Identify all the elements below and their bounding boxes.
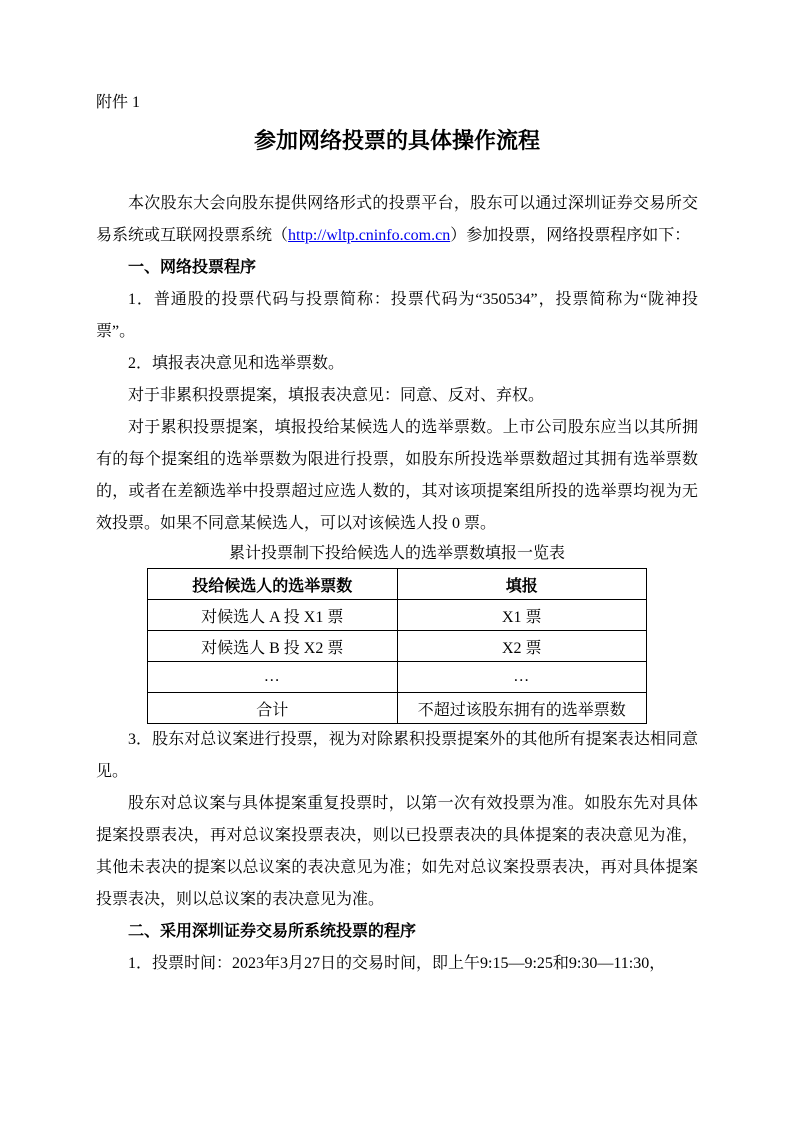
table-caption: 累计投票制下投给候选人的选举票数填报一览表 — [228, 545, 565, 562]
para-vote-code: 1．普通股的投票代码与投票简称：投票代码为“350534”，投票简称为“陇神投票”。 — [96, 291, 698, 340]
section2-heading: 二、采用深圳证券交易所系统投票的程序 — [128, 923, 417, 940]
attachment-label: 附件 1 — [96, 94, 141, 111]
para-general-motion: 3．股东对总议案进行投票，视为对除累积投票提案外的其他所有提案表达相同意见。 — [96, 731, 698, 780]
table-cell-ellipsis-left: … — [148, 662, 398, 693]
intro-text-before-link: 本次股东大会向股东提供网络形式的投票平台，股东可以通过深圳证券交易所交易系统或互联网投票系统（ — [96, 195, 698, 244]
table-row-candidate-b — [148, 631, 647, 662]
para-cumulative: 对于累积投票提案，填报投给某候选人的选举票数。上市公司股东应当以其所拥有的每个提案组的选举票数为限进行投票，如股东所投选举票数超过其拥有选举票数的，或者在差额选举中投票超过应选人数的，其对该项提案组所投的选举票均视为无效投票。如果不同意某候选人，可以对该候选人投 0 票。 — [96, 419, 698, 532]
table-header-votes-for-candidate: 投给候选人的选举票数 — [148, 569, 398, 600]
table-row-ellipsis — [148, 662, 647, 693]
table-row-total — [148, 693, 647, 724]
table-header-row — [148, 569, 647, 600]
table-cell-candidate-b-fill: X2 票 — [397, 631, 647, 662]
table-cell-candidate-a-fill: X1 票 — [397, 600, 647, 631]
para-fill-opinion: 2．填报表决意见和选举票数。 — [128, 355, 345, 372]
document-title: 参加网络投票的具体操作流程 — [253, 128, 540, 153]
table-cell-ellipsis-right: … — [397, 662, 647, 693]
voting-site-link[interactable]: http://wltp.cninfo.com.cn — [288, 227, 451, 244]
intro-text-after-link: ）参加投票，网络投票程序如下： — [450, 227, 691, 244]
para-voting-time: 1．投票时间：2023年3月27日的交易时间，即上午9:15—9:25和9:30—11:30， — [128, 955, 666, 972]
table-row-candidate-a — [148, 600, 647, 631]
section1-heading: 一、网络投票程序 — [128, 259, 257, 276]
votes-table — [147, 568, 647, 724]
para-repeat-voting: 股东对总议案与具体提案重复投票时，以第一次有效投票为准。如股东先对具体提案投票表决，再对总议案投票表决，则以已投票表决的具体提案的表决意见为准，其他未表决的提案以总议案的表决意见为准；如先对总议案投票表决，再对具体提案投票表决，则以总议案的表决意见为准。 — [96, 795, 698, 908]
table-cell-candidate-b-votes: 对候选人 B 投 X2 票 — [148, 631, 398, 662]
table-cell-total-label: 合计 — [148, 693, 398, 724]
table-cell-candidate-a-votes: 对候选人 A 投 X1 票 — [148, 600, 398, 631]
table-cell-total-limit: 不超过该股东拥有的选举票数 — [397, 693, 647, 724]
para-non-cumulative: 对于非累积投票提案，填报表决意见：同意、反对、弃权。 — [128, 387, 545, 404]
table-header-fill-in: 填报 — [397, 569, 647, 600]
intro-paragraph — [96, 188, 698, 252]
